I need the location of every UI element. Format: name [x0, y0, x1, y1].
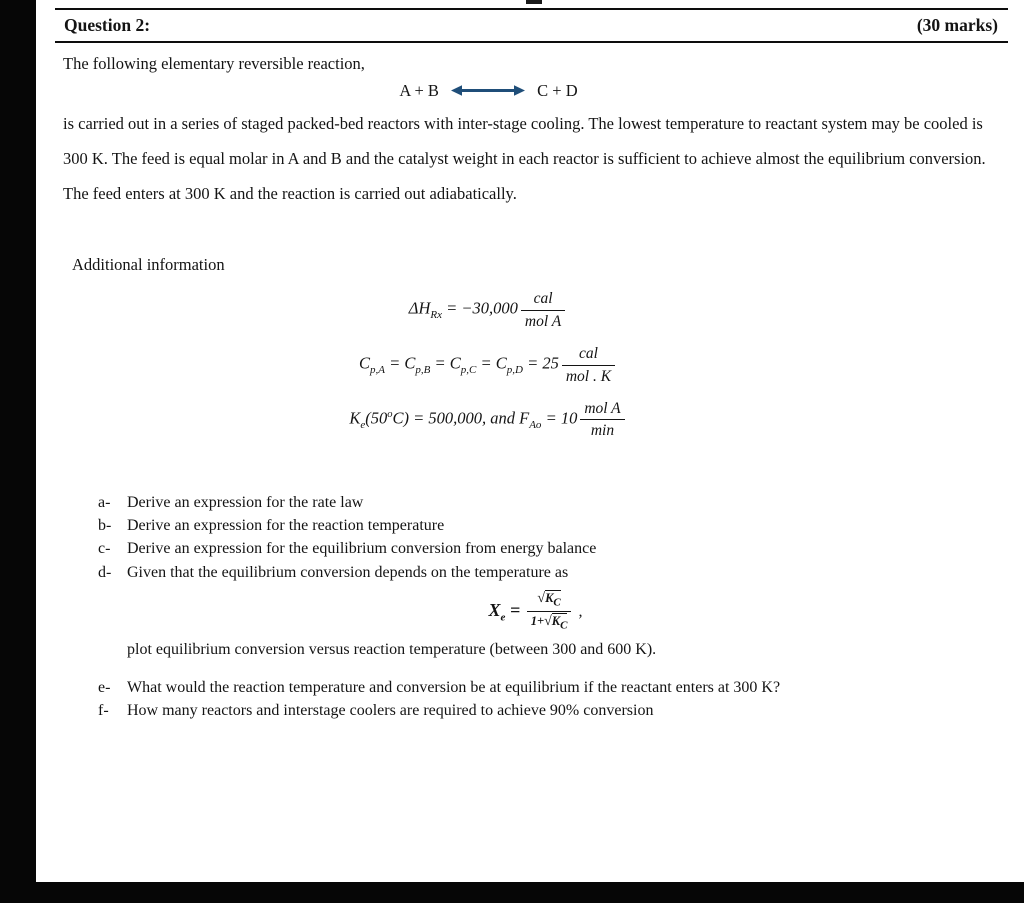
problem-statement: is carried out in a series of staged packed-bed reactors with inter-stage cooling. The lowest temperature to reactant system may be cooled is 300 K. The feed is equal molar in A and B and the catalyst weight in each reactor is sufficient to achieve almost the equilibrium conversion. The feed enters at 300 K and the reaction is carried out adiabatically. [63, 114, 986, 203]
heat-capacity-equation: $C_{p,A} = C_{p,B} = C_{p,C} = C_{p,D} = 25$ $\frac{\text{cal}}{\text{mol . K}}$ [36, 344, 941, 386]
reversible-arrow-icon [451, 83, 525, 98]
task-text: Derive an expression for the rate law [127, 493, 364, 511]
enthalpy-units-fraction: $\frac{\text{cal}}{\text{mol A}}$ [521, 289, 565, 331]
sqrt-symbol: √ [537, 590, 546, 606]
question-header [55, 8, 1008, 43]
left-edge-bar [0, 0, 36, 903]
task-list [98, 491, 1024, 723]
reaction-left: A + B [399, 81, 439, 100]
heat-capacity-units-fraction: $\frac{\text{cal}}{\text{mol . K}}$ [562, 344, 615, 386]
spacer [98, 662, 1024, 676]
task-item-a [98, 491, 1024, 514]
xe-equilibrium-equation: $X_e$ = $\frac{√K_C}{1+√K_C}$ , [488, 590, 583, 632]
xe-var: X [488, 599, 501, 620]
enthalpy-var: ΔH [408, 299, 431, 319]
question-title: Question 2: [64, 15, 151, 35]
xe-fraction: $\frac{√K_C}{1+√K_C}$ [527, 590, 572, 634]
equilibrium-constant-equation: $K_e(50^oC) = 500,000$, and $F_{Ao} = 10$ $\frac{\text{mol A}}{\min}$ [36, 399, 941, 441]
reaction-right: C + D [537, 81, 578, 100]
task-label: d- [98, 563, 112, 581]
task-label: e- [98, 678, 111, 696]
task-item-c [98, 537, 1024, 560]
task-item-b [98, 514, 1024, 537]
task-text: Derive an expression for the equilibrium conversion from energy balance [127, 540, 597, 558]
bottom-edge-bar [0, 882, 1024, 903]
task-label: f- [98, 701, 109, 719]
intro-text: The following elementary reversible reaction, [63, 54, 365, 73]
task-label: a- [98, 493, 111, 511]
enthalpy-value: = −30,000 [441, 299, 518, 319]
task-text: What would the reaction temperature and conversion be at equilibrium if the reactant enters at 300 K? [127, 678, 781, 696]
question-marks: (30 marks) [916, 15, 998, 35]
task-text: Given that the equilibrium conversion depends on the temperature as [127, 563, 569, 581]
task-item-d [98, 561, 1024, 584]
task-label: b- [98, 516, 112, 534]
sqrt-symbol: √ [544, 614, 552, 630]
enthalpy-sub: Rx [430, 309, 442, 322]
additional-info-label: Additional information [72, 255, 225, 275]
enthalpy-equation [36, 289, 941, 331]
task-item-f [98, 699, 1024, 722]
task-item-e [98, 676, 1024, 699]
flow-units-fraction: $\frac{\text{mol A}}{\min}$ [580, 399, 624, 441]
reaction-equation [36, 81, 941, 101]
task-d-continuation: plot equilibrium conversion versus reaction temperature (between 300 and 600 K). [127, 641, 657, 659]
task-text: How many reactors and interstage coolers are required to achieve 90% conversion [127, 701, 654, 719]
page-content [36, 0, 1024, 722]
task-text: Derive an expression for the reaction temperature [127, 516, 445, 534]
equation-block [36, 289, 941, 440]
task-label: c- [98, 540, 111, 558]
